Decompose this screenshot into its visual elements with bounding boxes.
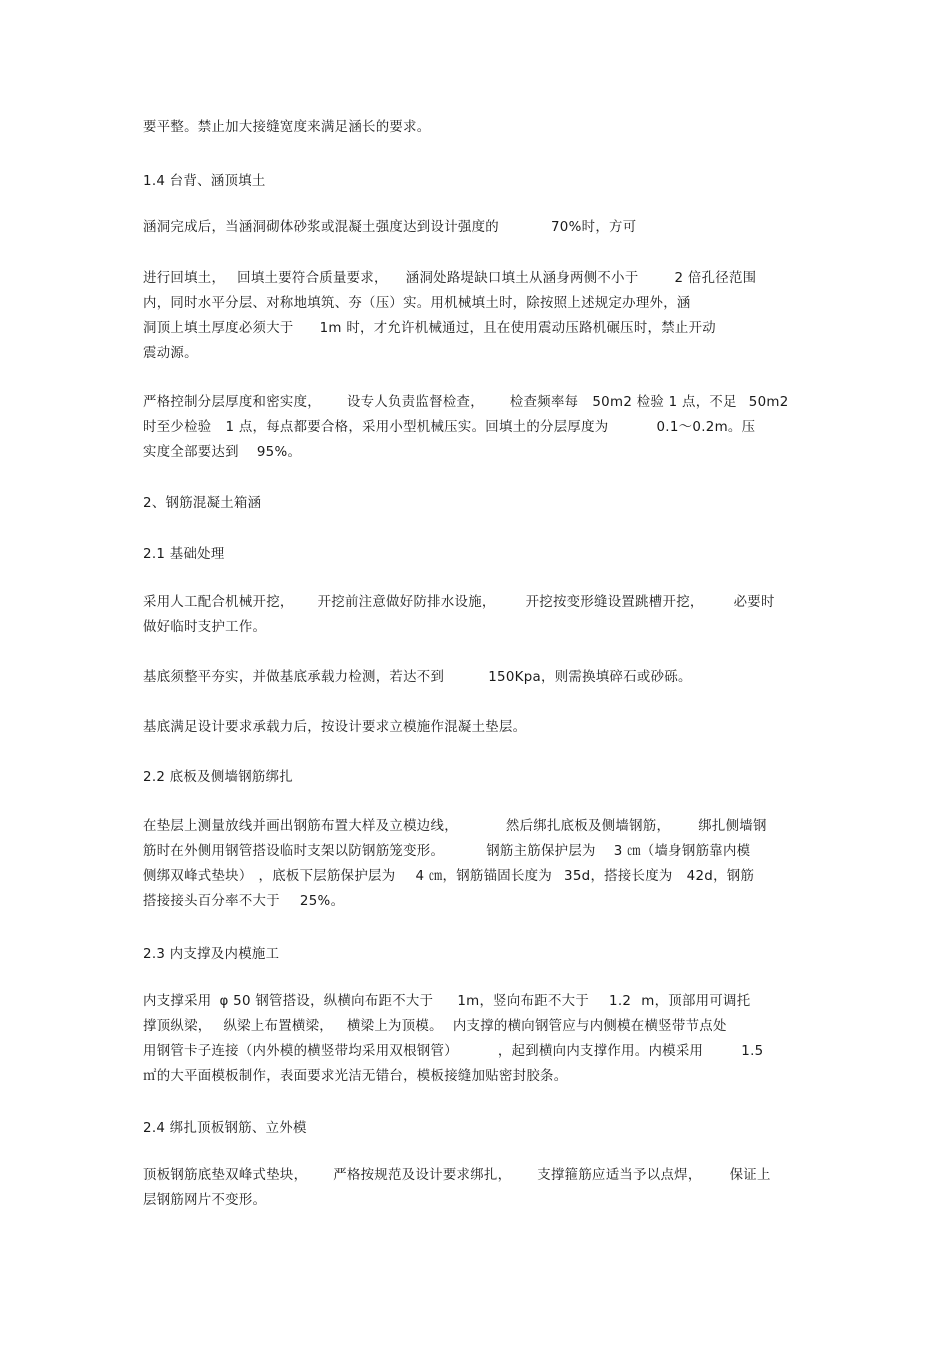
paragraph-line: 进行回填土， 回填土要符合质量要求， 涵洞处路堤缺口填土从涵身两侧不小于 2 倍孔径范围 (143, 271, 757, 286)
section-heading-2-2: 2.2 底板及侧墙钢筋绑扎 (143, 770, 293, 785)
paragraph-line: 实度全部要达到 95%。 (143, 445, 302, 460)
section-heading-2: 2、钢筋混凝土箱涵 (143, 496, 262, 511)
section-heading-1-4: 1.4 台背、涵顶填土 (143, 174, 266, 189)
paragraph-line: 搭接接头百分率不大于 25%。 (143, 894, 345, 909)
section-heading-2-4: 2.4 绑扎顶板钢筋、立外模 (143, 1121, 307, 1136)
paragraph-line: 顶板钢筋底垫双峰式垫块， 严格按规范及设计要求绑扎， 支撑箍筋应适当予以点焊， 保证上 (143, 1168, 771, 1183)
paragraph-line: 严格控制分层厚度和密实度， 设专人负责监督检查， 检查频率每 50m2 检验 1 点，不足 50m2 (143, 395, 789, 410)
paragraph-line: 基底满足设计要求承载力后，按设计要求立模施作混凝土垫层。 (143, 720, 527, 735)
paragraph-line: 要平整。禁止加大接缝宽度来满足涵长的要求。 (143, 120, 431, 135)
paragraph-line: 做好临时支护工作。 (143, 620, 267, 635)
paragraph-line: 内，同时水平分层、对称地填筑、夯（压）实。用机械填土时，除按照上述规定办理外，涵 (143, 296, 691, 311)
section-heading-2-1: 2.1 基础处理 (143, 547, 225, 562)
paragraph-line: 基底须整平夯实，并做基底承载力检测，若达不到 150Kpa，则需换填碎石或砂砾。 (143, 670, 692, 685)
paragraph-line: 筋时在外侧用钢管搭设临时支架以防钢筋笼变形。 钢筋主筋保护层为 3 ㎝（墙身钢筋靠内模 (143, 844, 751, 859)
paragraph-line: ㎡的大平面模板制作，表面要求光洁无错台，模板接缝加贴密封胶条。 (143, 1069, 568, 1084)
paragraph-line: 撑顶纵梁， 纵梁上布置横梁， 横梁上为顶模。 内支撑的横向钢管应与内侧模在横竖带节点处 (143, 1019, 727, 1034)
paragraph-line: 时至少检验 1 点，每点都要合格，采用小型机械压实。回填土的分层厚度为 0.1～0.2m。压 (143, 420, 756, 435)
paragraph-line: 层钢筋网片不变形。 (143, 1193, 267, 1208)
paragraph-line: 内支撑采用 φ 50 钢管搭设，纵横向布距不大于 1m，竖向布距不大于 1.2 m，顶部用可调托 (143, 994, 751, 1009)
paragraph-line: 震动源。 (143, 346, 198, 361)
paragraph-line: 洞顶上填土厚度必须大于 1m 时，才允许机械通过，且在使用震动压路机碾压时，禁止开动 (143, 321, 716, 336)
paragraph-line: 侧绑双峰式垫块） ，底板下层筋保护层为 4 ㎝，钢筋锚固长度为 35d，搭接长度为 42d，钢筋 (143, 869, 755, 884)
paragraph-line: 用钢管卡子连接（内外模的横竖带均采用双根钢管） ，起到横向内支撑作用。内模采用 1.5 (143, 1044, 764, 1059)
paragraph-line: 采用人工配合机械开挖， 开挖前注意做好防排水设施， 开挖按变形缝设置跳槽开挖， 必要时 (143, 595, 775, 610)
paragraph-line: 在垫层上测量放线并画出钢筋布置大样及立模边线， 然后绑扎底板及侧墙钢筋， 绑扎侧墙钢 (143, 819, 767, 834)
section-heading-2-3: 2.3 内支撑及内模施工 (143, 947, 280, 962)
paragraph-line: 涵洞完成后，当涵洞砌体砂浆或混凝土强度达到设计强度的 70%时，方可 (143, 220, 637, 235)
